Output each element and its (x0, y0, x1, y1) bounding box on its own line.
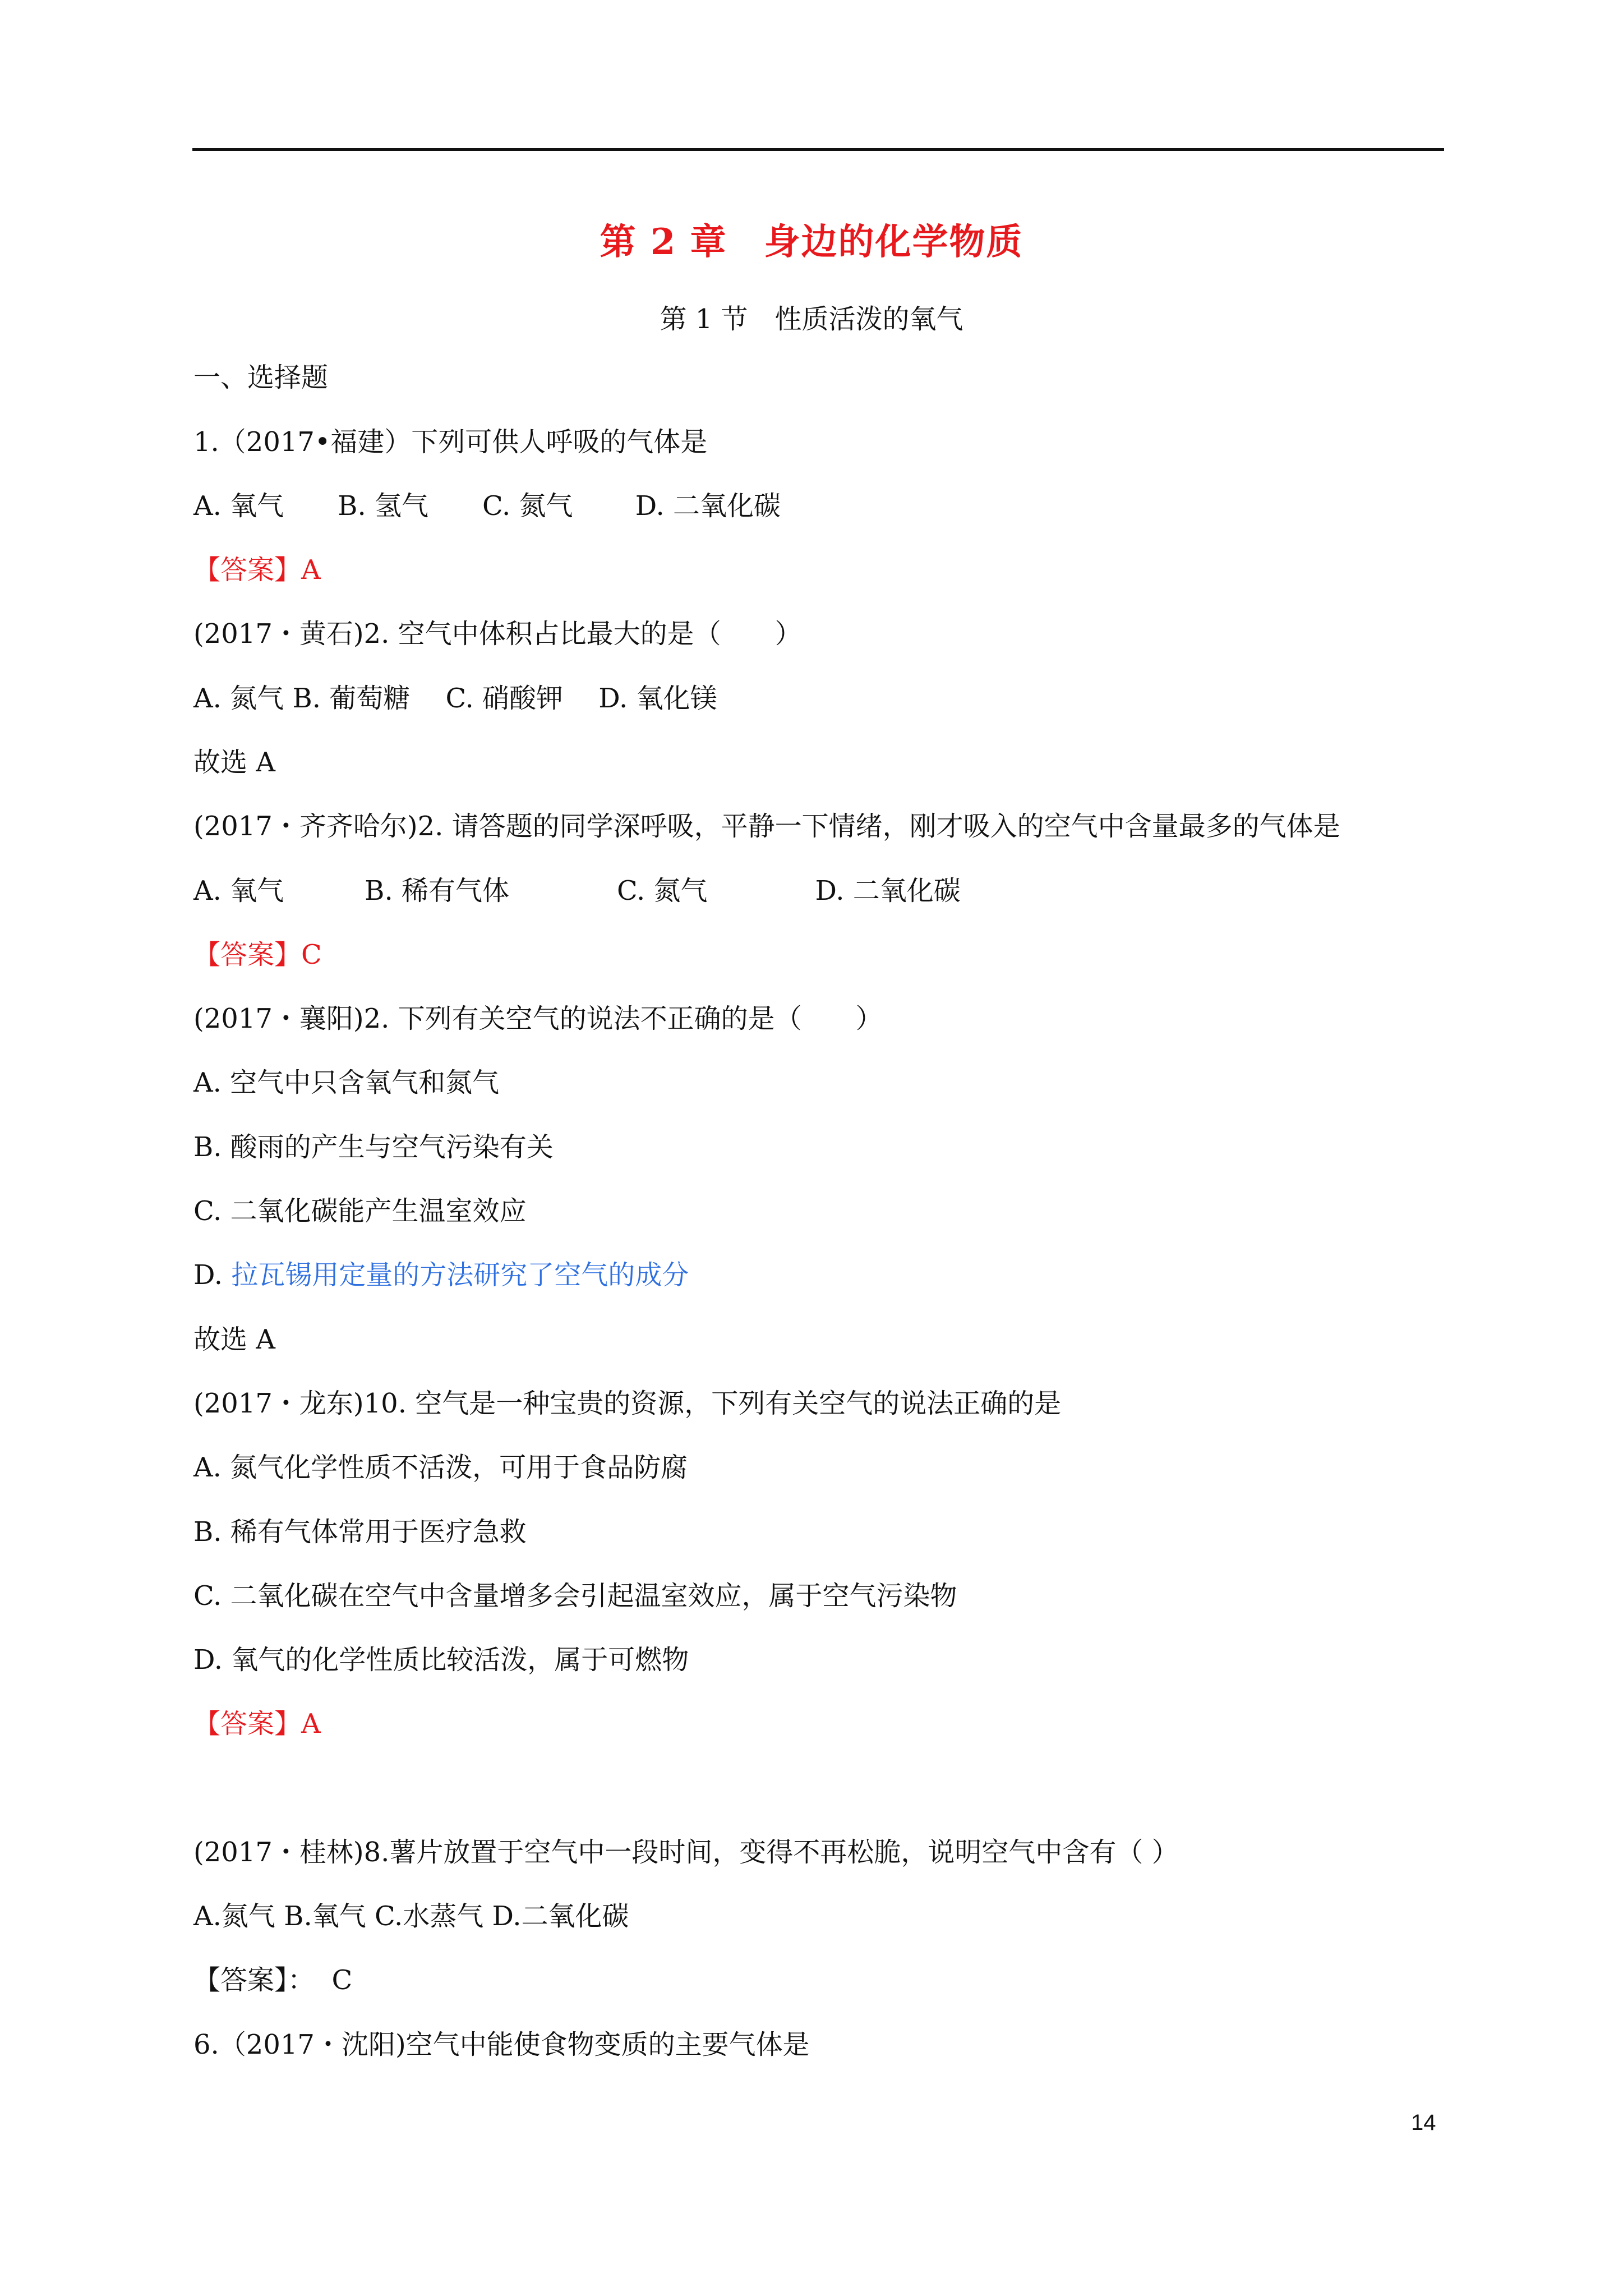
option-label: D. (193, 1259, 232, 1291)
question-3-options: A. 氧气 B. 稀有气体 C. 氮气 D. 二氧化碳 (193, 875, 961, 907)
question-6-options: A.氮气 B.氧气 C.水蒸气 D.二氧化碳 (193, 1901, 629, 1932)
question-1-options: A. 氧气 B. 氢气 C. 氮气 D. 二氧化碳 (193, 490, 781, 522)
question-1: 1.（2017•福建）下列可供人呼吸的气体是 (193, 426, 708, 458)
header-rule (192, 148, 1444, 151)
question-2-options: A. 氮气 B. 葡萄糖 C. 硝酸钾 D. 氧化镁 (193, 683, 717, 714)
question-6-answer: 【答案】： C (193, 1964, 353, 1996)
chapter-title: 第 2 章 身边的化学物质 (600, 221, 1023, 263)
answer-value: A (301, 1708, 321, 1740)
answer-label: 【答案】 (193, 939, 302, 970)
section-heading: 一、选择题 (193, 362, 329, 393)
question-3: (2017・齐齐哈尔)2. 请答题的同学深呼吸，平静一下情绪，刚才吸入的空气中含量最多的气体是 (193, 811, 1340, 842)
question-5-option-c: C. 二氧化碳在空气中含量增多会引起温室效应，属于空气污染物 (193, 1580, 957, 1612)
question-2-answer: 故选 A (193, 747, 275, 778)
question-6: (2017・桂林)8.薯片放置于空气中一段时间，变得不再松脆，说明空气中含有（ ） (193, 1837, 1179, 1868)
answer-value: A (301, 554, 321, 586)
question-4-answer: 故选 A (193, 1324, 275, 1355)
question-5-option-a: A. 氮气化学性质不活泼，可用于食品防腐 (193, 1452, 688, 1483)
answer-value: C (301, 939, 322, 970)
question-1-answer (193, 553, 321, 587)
question-5: (2017・龙东)10. 空气是一种宝贵的资源，下列有关空气的说法正确的是 (193, 1388, 1062, 1419)
question-4: (2017・襄阳)2. 下列有关空气的说法不正确的是（ ） (193, 1003, 883, 1034)
answer-label: 【答案】 (193, 1708, 302, 1740)
question-4-option-c: C. 二氧化碳能产生温室效应 (193, 1195, 527, 1227)
question-7: 6.（2017・沈阳)空气中能使食物变质的主要气体是 (193, 2029, 810, 2060)
answer-label: 【答案】 (193, 554, 302, 586)
question-2: (2017・黄石)2. 空气中体积占比最大的是（ ） (193, 618, 802, 650)
question-5-option-b: B. 稀有气体常用于医疗急救 (193, 1516, 527, 1548)
question-4-option-d (193, 1258, 689, 1292)
question-5-option-d: D. 氧气的化学性质比较活泼，属于可燃物 (193, 1644, 689, 1676)
question-5-answer (193, 1707, 321, 1741)
section-title: 第 1 节 性质活泼的氧气 (660, 303, 963, 335)
question-3-answer (193, 938, 322, 972)
question-4-option-a: A. 空气中只含氧气和氮气 (193, 1067, 500, 1098)
question-4-option-b: B. 酸雨的产生与空气污染有关 (193, 1131, 554, 1163)
page-number: 14 (1411, 2110, 1436, 2135)
option-text-highlighted: 拉瓦锡用定量的方法研究了空气的成分 (231, 1259, 689, 1291)
